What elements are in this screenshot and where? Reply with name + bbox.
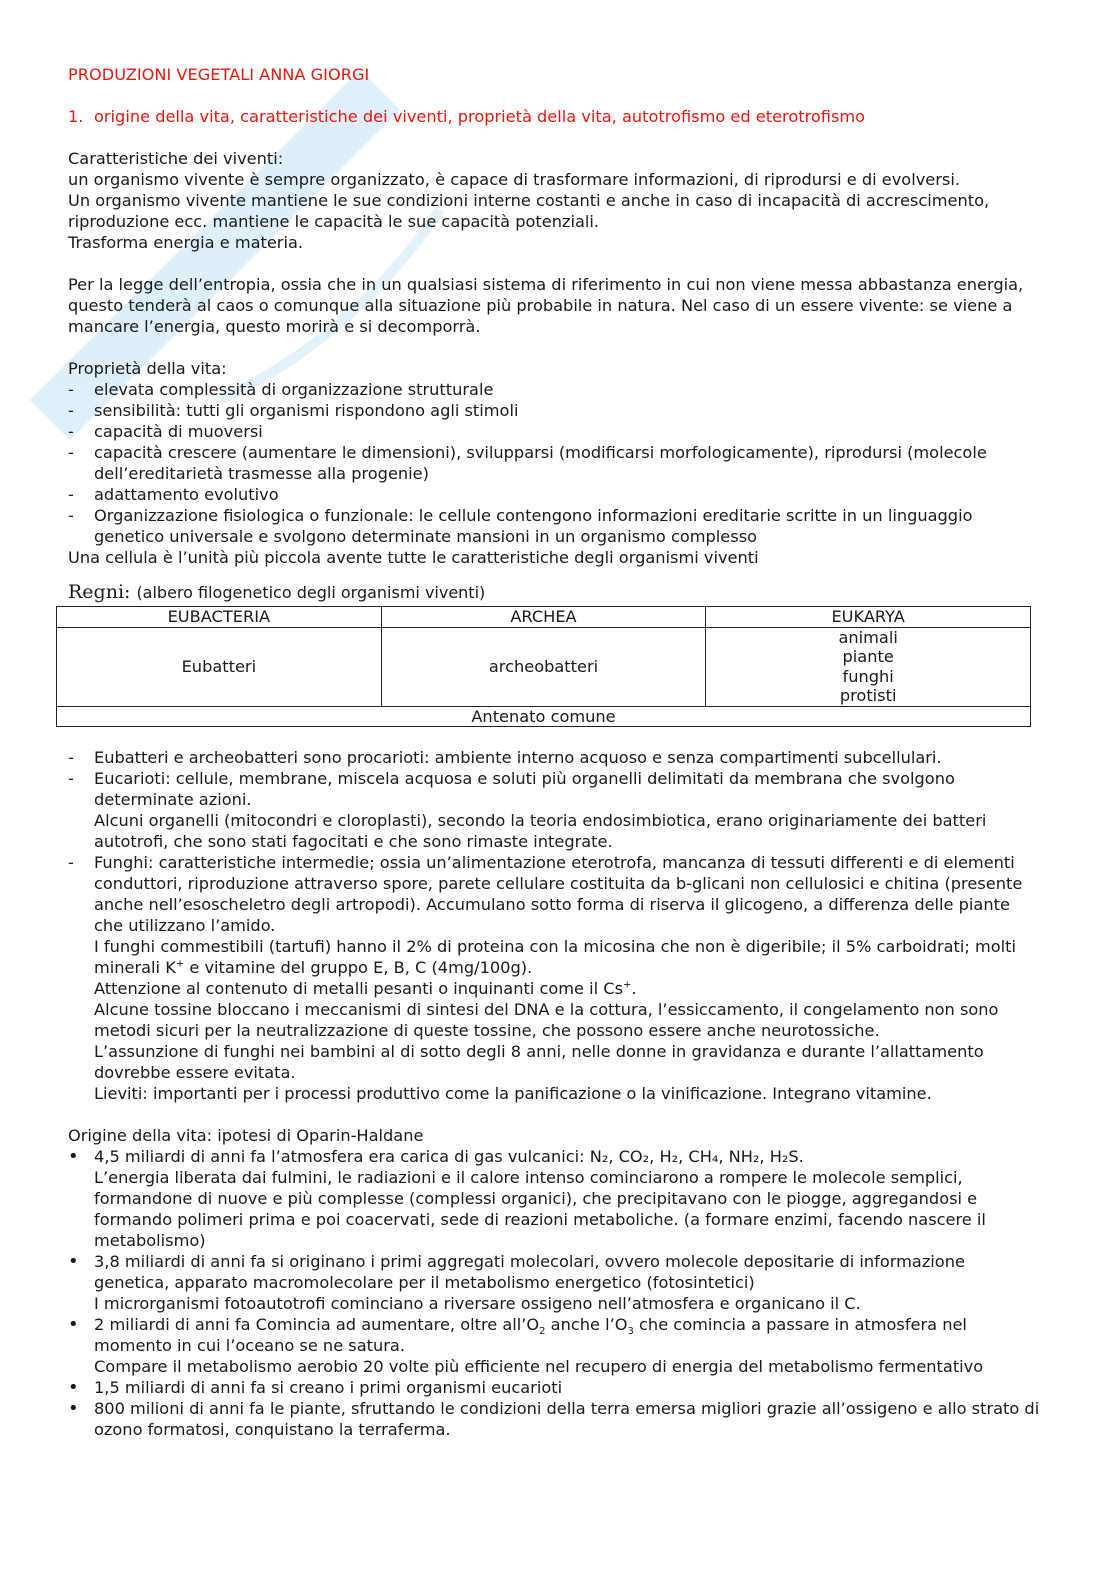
eukarya-item: animali: [838, 627, 898, 647]
list-item: [68, 852, 1043, 1104]
section-heading-text: origine della vita, caratteristiche dei viventi, proprietà della vita, autotrofismo ed eterotrofismo: [94, 107, 866, 126]
eukarya-item: piante: [842, 647, 894, 666]
eukarya-item: protisti: [839, 686, 897, 705]
eucarioti-text-2: Alcuni organelli (mitocondri e cloroplasti), secondo la teoria endosimbiotica, erano originariamente dei batteri autotrofi, che sono stati fagocitati e che sono rimaste integrate.: [94, 811, 987, 851]
cell-eubatteri: Eubatteri: [57, 627, 382, 706]
cell-antenato-comune: Antenato comune: [57, 706, 1031, 727]
gruppi-list: [68, 747, 1043, 1104]
cell-eukarya-items: [706, 627, 1031, 706]
origine-p3c: che comincia a passare in atmosfera nel momento in cui l’oceano se ne satura.: [94, 1315, 967, 1355]
proprieta-heading: Proprietà della vita:: [68, 359, 227, 378]
origine-p2: • 3,8 miliardi di anni fa si originano i primi aggregati molecolari, ovvero molecole depositarie di informazione genetica, apparato macromolecolare per il metabolismo energetico (fotosintetici): [94, 1252, 965, 1292]
funghi-text-5: L’assunzione di funghi nei bambini al di sotto degli 8 anni, nelle donne in gravidanza e durante l’allattamento dovrebbe essere evitata.: [94, 1042, 984, 1082]
funghi-text-4: Alcune tossine bloccano i meccanismi di sintesi del DNA e la cottura, l’essiccamento, il congelamento non sono metodi sicuri per la neutralizzazione di queste tossine, che possono essere anche neurotossiche.: [94, 1000, 999, 1040]
regni-subtitle: (albero filogenetico degli organismi viventi): [136, 583, 486, 602]
funghi-text-2b: e vitamine del gruppo E, B, C (4mg/100g).: [184, 958, 533, 977]
regni-title: [68, 582, 1043, 606]
eubatteri-text: Eubatteri e archeobatteri sono procarioti: ambiente interno acquoso e senza compartimenti subcellulari.: [94, 748, 942, 767]
document-title: PRODUZIONI VEGETALI ANNA GIORGI: [68, 65, 370, 84]
cell-archeobatteri: archeobatteri: [381, 627, 706, 706]
list-item: • 1,5 miliardi di anni fa si creano i primi organismi eucarioti: [68, 1377, 1043, 1398]
phylogenetic-table: [56, 606, 1031, 727]
list-item: - Organizzazione fisiologica o funzionale: le cellule contengono informazioni ereditarie scritte in un linguaggio genetico universale e svolgono determinate mansioni in un organismo complesso: [68, 505, 1043, 547]
funghi-text-2a: I funghi commestibili (tartufi) hanno il 2% di proteina con la micosina che non è digeribile; il 5% carboidrati; molti minerali K: [94, 937, 1016, 977]
origine-p1: • 4,5 miliardi di anni fa l’atmosfera era carica di gas vulcanici: N₂, CO₂, H₂, CH₄, NH₂, H₂S.: [94, 1147, 804, 1166]
origine-p3b: anche l’O: [545, 1315, 628, 1334]
proprieta-list: [68, 379, 1043, 547]
list-item: [68, 1146, 1043, 1251]
funghi-text-3b: .: [631, 979, 637, 998]
caratteristiche-line-1: un organismo vivente è sempre organizzato, è capace di trasformare informazioni, di riprodursi e di evolversi.: [68, 170, 960, 189]
section-number: 1.: [68, 107, 84, 126]
origine-p1b: L’energia liberata dai fulmini, le radiazioni e il calore intenso cominciarono a rompere le molecole semplici, formandone di nuove e più complesse (complessi organici), che precipitavano con le piogge, aggregandosi e formando polimeri prima e poi coacervati, sede di reazioni metaboliche. (a formare enzimi, facendo nascere il metabolismo): [94, 1168, 986, 1250]
caratteristiche-line-3: Trasforma energia e materia.: [68, 233, 304, 252]
origine-p2b: I microrganismi fotoautotrofi cominciano a riversare ossigeno nell’atmosfera e organicano il C.: [94, 1294, 861, 1313]
plus-sign: +: [623, 979, 632, 991]
cellula-sentence: Una cellula è l’unità più piccola avente tutte le caratteristiche degli organismi viventi: [68, 548, 759, 567]
list-item: • 800 milioni di anni fa le piante, sfruttando le condizioni della terra emersa migliori grazie all’ossigeno e allo strato di ozono formatosi, conquistano la terraferma.: [68, 1398, 1043, 1440]
list-item: - capacità di muoversi: [68, 421, 1043, 442]
regni-label: Regni:: [68, 581, 131, 603]
section-heading: [68, 106, 1043, 127]
subscript-2: 2: [539, 1326, 546, 1338]
origine-p3d: Compare il metabolismo aerobio 20 volte più efficiente nel recupero di energia del metabolismo fermentativo: [94, 1357, 984, 1376]
origine-heading: Origine della vita: ipotesi di Oparin-Haldane: [68, 1126, 424, 1145]
list-item: [68, 747, 1043, 768]
origine-p3: [94, 1314, 1043, 1356]
funghi-text-2: [94, 936, 1043, 978]
funghi-text-3a: Attenzione al contenuto di metalli pesanti o inquinanti come il Cs: [94, 979, 624, 998]
origine-p3a: 2 miliardi di anni fa Comincia ad aumentare, oltre all’O: [94, 1315, 540, 1334]
column-eukarya: EUKARYA: [706, 607, 1031, 628]
subscript-3: 3: [627, 1326, 634, 1338]
caratteristiche-heading: Caratteristiche dei viventi:: [68, 149, 284, 168]
funghi-text: - Funghi: caratteristiche intermedie; ossia un’alimentazione eterotrofa, mancanza di tessuti differenti e di elementi conduttori, riproduzione attraverso spore, parete cellulare costituita da b-glicani non cellulosici e chitina (presente anche nell’esoscheletro degli artropodi). Accumulano sotto forma di riserva il glicogeno, a differenza delle piante che utilizzano l’amido.: [94, 853, 1023, 935]
eukarya-item: funghi: [842, 666, 894, 686]
entropia-paragraph: Per la legge dell’entropia, ossia che in un qualsiasi sistema di riferimento in cui non viene messa abbastanza energia, questo tenderà al caos o comunque alla situazione più probabile in natura. Nel caso di un essere vivente: se viene a mancare l’energia, questo morirà e si decomporrà.: [68, 275, 1024, 336]
plus-sign: +: [175, 958, 185, 970]
list-item: [68, 768, 1043, 852]
caratteristiche-line-2: Un organismo vivente mantiene le sue condizioni interne costanti e anche in caso di incapacità di accrescimento, riproduzione ecc. mantiene le capacità le sue capacità potenziali.: [68, 191, 990, 231]
list-item: - adattamento evolutivo: [68, 484, 1043, 505]
column-eubacteria: EUBACTERIA: [57, 607, 382, 628]
list-item: [68, 1251, 1043, 1314]
lieviti-text: Lieviti: importanti per i processi produttivo come la panificazione o la vinificazione. Integrano vitamine.: [94, 1084, 932, 1103]
list-item: - capacità crescere (aumentare le dimensioni), svilupparsi (modificarsi morfologicamente), riprodursi (molecole dell’ereditarietà trasmesse alla progenie): [68, 442, 1043, 484]
document-page: [68, 64, 1043, 1440]
column-archea: ARCHEA: [381, 607, 706, 628]
list-item: - sensibilità: tutti gli organismi rispondono agli stimoli: [68, 400, 1043, 421]
list-item: - elevata complessità di organizzazione strutturale: [68, 379, 1043, 400]
funghi-text-3: [94, 978, 1043, 999]
list-item: [68, 1314, 1043, 1377]
origine-list: [68, 1146, 1043, 1440]
eucarioti-text: - Eucarioti: cellule, membrane, miscela acquosa e soluti più organelli delimitati da membrana che svolgono determinate azioni.: [94, 769, 955, 809]
